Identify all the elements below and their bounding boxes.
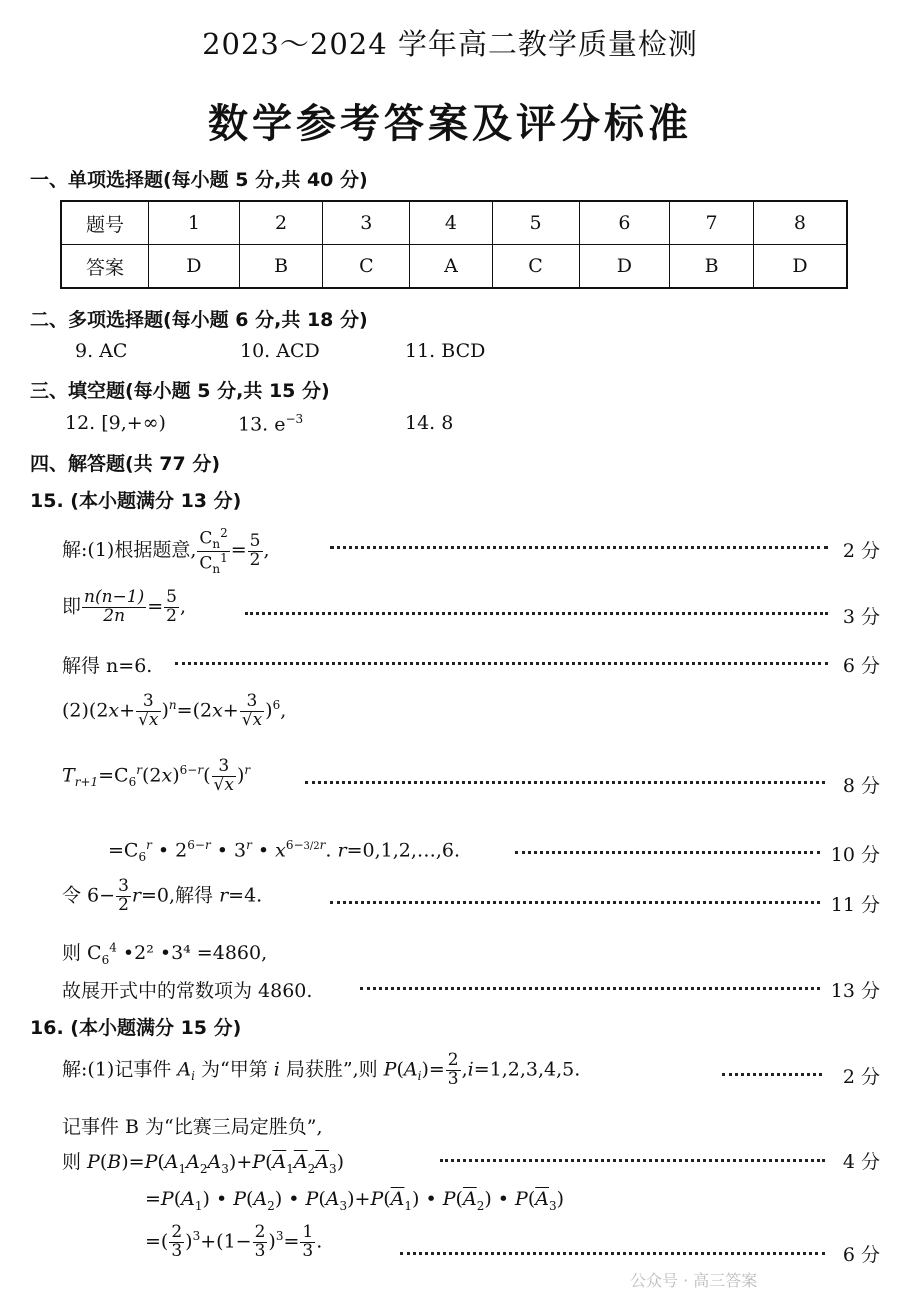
score-label: 10 分 <box>830 844 880 866</box>
section-heading-solutions: 四、解答题(共 77 分) <box>30 453 221 475</box>
section-heading-multi-choice: 二、多项选择题(每小题 6 分,共 18 分) <box>30 309 368 331</box>
fraction: $\frac{2}{3}$ <box>447 1050 459 1089</box>
score-label: 13 分 <box>830 980 880 1002</box>
table-cell: B <box>670 245 754 289</box>
answer-item: 14. 8 <box>405 412 454 434</box>
table-header-cell: 答案 <box>61 245 149 289</box>
solution-line: 即 $\frac{n(n-1)}{2n}$ = $\frac{5}{2}$ , <box>62 587 187 626</box>
answer-item: 9. AC <box>75 340 128 362</box>
solution-line: 则 $P(B)=P(A_1A_2A_3)+P(\overline{A}_1\overline{A}_2\overline{A}_3)$ <box>62 1151 345 1176</box>
answer-item: 10. ACD <box>240 340 320 362</box>
answer-item: 11. BCD <box>405 340 486 362</box>
answer-table <box>60 200 848 289</box>
score-label: 4 分 <box>842 1151 880 1173</box>
solution-line: 记事件 B 为“比赛三局定胜负”, <box>62 1116 323 1138</box>
score-leader <box>330 546 828 549</box>
fraction: $\frac{n(n-1)}{2n}$ <box>84 587 145 626</box>
score-leader <box>360 987 820 990</box>
table-cell: D <box>149 245 240 289</box>
solution-line: 令 6− $\frac{3}{2}$ r=0,解得 r=4. <box>62 876 263 915</box>
section-heading-fill-blank: 三、填空题(每小题 5 分,共 15 分) <box>30 380 330 402</box>
solution-line: 故展开式中的常数项为 4860. <box>62 980 313 1002</box>
table-row <box>61 201 847 245</box>
score-label: 2 分 <box>842 540 880 562</box>
table-cell: 2 <box>239 201 323 245</box>
score-label: 3 分 <box>842 606 880 628</box>
table-cell: C <box>323 245 410 289</box>
answer-item: 12. [9,+∞) <box>65 412 166 434</box>
fraction: $\frac{3}{√x}$ <box>241 691 263 730</box>
score-leader <box>330 901 820 904</box>
solution-line: 解得 n=6. <box>62 655 153 677</box>
fraction: $\frac{2}{3}$ <box>171 1222 183 1261</box>
solution-line: 则 $C_6^4$ •2² •3⁴ =4860, <box>62 940 268 967</box>
solution-line: 解:(1)记事件 $A_i$ 为“甲第 i 局获胜”,则 $P(A_i)=$ $\frac{2}{3}$ ,i=1,2,3,4,5. <box>62 1050 581 1089</box>
fraction: $\frac{3}{√x}$ <box>213 756 234 795</box>
table-cell: D <box>579 245 670 289</box>
watermark: 公众号 · 高三答案 <box>630 1271 758 1290</box>
table-cell: B <box>239 245 323 289</box>
answer-item-text: 13. e <box>238 413 286 436</box>
score-label: 6 分 <box>842 655 880 677</box>
solution-line: =( $\frac{2}{3}$ )$^3$+(1− $\frac{2}{3}$ )$^3$= $\frac{1}{3}$ . <box>145 1222 323 1261</box>
table-row <box>61 245 847 289</box>
table-cell: 6 <box>579 201 670 245</box>
fraction: $\frac{C_n^2}{C_n^1}$ <box>199 526 228 576</box>
table-cell: A <box>410 245 492 289</box>
fraction: $\frac{2}{3}$ <box>254 1222 266 1261</box>
score-leader <box>722 1073 822 1076</box>
solution-text: •2² •3⁴ =4860, <box>122 942 268 964</box>
fraction: $\frac{5}{2}$ <box>166 587 177 626</box>
fraction: $\frac{5}{2}$ <box>249 530 261 570</box>
fraction: $\frac{3}{√x}$ <box>138 691 159 730</box>
score-leader <box>175 662 828 665</box>
score-label: 2 分 <box>842 1066 880 1088</box>
answer-item <box>238 412 303 435</box>
score-leader <box>400 1252 825 1255</box>
solution-line: 解:(1)根据题意, $\frac{C_n^2}{C_n^1}$ = $\frac{5}{2}$ , <box>62 526 270 576</box>
answer-exponent: −3 <box>285 412 304 426</box>
score-leader <box>515 851 820 854</box>
table-cell: 7 <box>670 201 754 245</box>
score-label: 8 分 <box>842 775 880 797</box>
solution-line: $=C_6^r$ • $2^{6-r}$ • 3$^r$ • $x^{6-3/2r}$. r=0,1,2,…,6. <box>108 838 461 865</box>
document-subtitle: 2023～2024 学年高二教学质量检测 <box>202 27 698 61</box>
table-cell: 5 <box>492 201 579 245</box>
document-title: 数学参考答案及评分标准 <box>208 101 692 147</box>
score-leader <box>245 612 828 615</box>
score-label: 11 分 <box>830 894 880 916</box>
score-leader <box>305 781 825 784</box>
score-leader <box>440 1159 825 1162</box>
section-heading-single-choice: 一、单项选择题(每小题 5 分,共 40 分) <box>30 169 368 191</box>
question-heading: 16. (本小题满分 15 分) <box>30 1017 242 1039</box>
table-cell: 3 <box>323 201 410 245</box>
solution-line: (2)(2x+ $\frac{3}{√x}$ )$^n$=(2x+ $\frac{3}{√x}$ )$^6$, <box>62 691 287 730</box>
table-cell: 4 <box>410 201 492 245</box>
table-cell: 1 <box>149 201 240 245</box>
solution-line: $=P(A_1)$ • $P(A_2)$ • $P(A_3)+P(\overline{A}_1)$ • $P(\overline{A}_2)$ • $P(\overline{A}_3)$ <box>145 1188 565 1213</box>
fraction: $\frac{3}{2}$ <box>118 876 129 915</box>
table-cell: 8 <box>753 201 847 245</box>
table-cell: D <box>753 245 847 289</box>
table-cell: C <box>492 245 579 289</box>
fraction: $\frac{1}{3}$ <box>302 1222 314 1261</box>
question-heading: 15. (本小题满分 13 分) <box>30 490 242 512</box>
solution-line: $T_{r+1}=C_6^r(2x)^{6-r}$( $\frac{3}{√x}$ )$^r$ <box>62 756 251 795</box>
table-header-cell: 题号 <box>61 201 149 245</box>
solution-text: 则 C <box>62 942 102 964</box>
score-label: 6 分 <box>842 1244 880 1266</box>
